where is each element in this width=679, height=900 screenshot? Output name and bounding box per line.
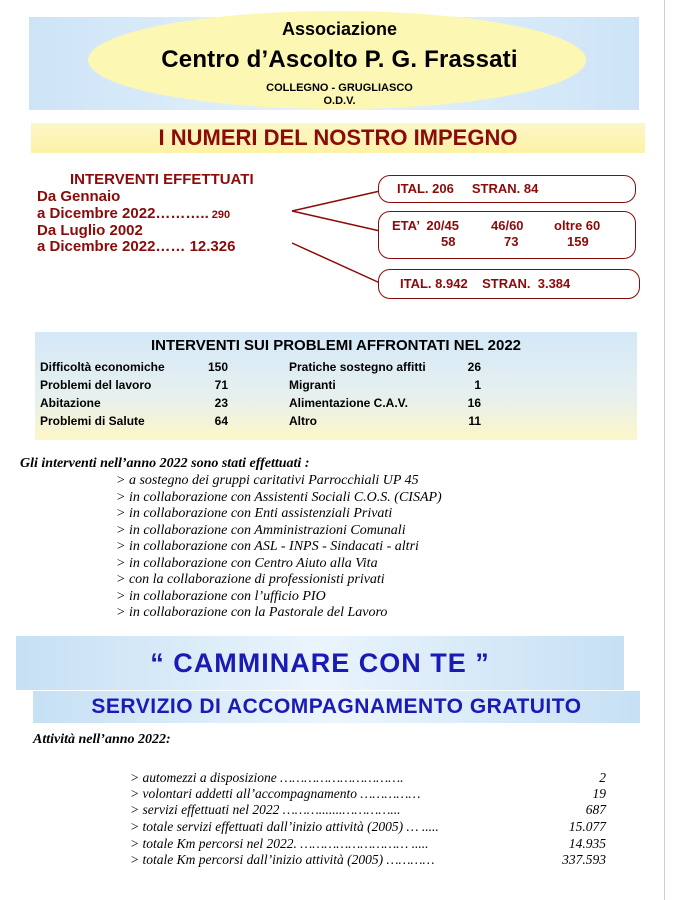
attivita-row-value: 14.935 [568,836,606,851]
attivita-row-value: 337.593 [562,852,606,867]
header-association-label: Associazione [281,19,398,39]
problem-value: 150 [207,360,228,374]
problem-label: Alimentazione C.A.V. [289,396,408,410]
attivita-title: Attività nell’anno 2022: [33,732,171,747]
interventi-title: INTERVENTI EFFETTUATI [70,171,254,188]
interventi-period-1-start: Da Gennaio [37,188,121,205]
attivita-row-label: > servizi effettuati nel 2022 ……….......…………... [130,802,401,817]
collaborazione-item: > in collaborazione con Assistenti Sociali C.O.S. (CISAP) [116,490,442,505]
collaborazione-item: > in collaborazione con l’ufficio PIO [116,589,326,604]
problem-value: 1 [474,378,481,392]
age-group-value-2: 73 [504,234,519,249]
callout-age-groups [378,211,636,259]
interventi-period-1-value: 290 [208,209,231,221]
age-group-value-3: 159 [567,234,589,249]
problem-label: Problemi di Salute [40,414,145,428]
attivita-row-value: 15.077 [568,819,606,834]
problem-label: Altro [289,414,317,428]
attivita-row-label: > automezzi a disposizione …………………………. [130,770,404,785]
problem-value: 11 [468,414,481,428]
attivita-row-value: 19 [592,786,606,801]
attivita-row-label: > totale Km percorsi dall’inizio attività (2005) ………… [130,852,435,867]
problem-label: Difficoltà economiche [40,360,165,374]
problem-value: 23 [214,396,228,410]
collaborazioni-intro: Gli interventi nell’anno 2022 sono stati effettuati : [20,456,310,471]
camminare-title: “ CAMMINARE CON TE ” [150,648,490,678]
problem-value: 71 [214,378,228,392]
attivita-row-value: 2 [599,770,606,785]
problem-value: 64 [214,414,228,428]
age-group-value-1: 58 [441,234,456,249]
collaborazione-item: > a sostegno dei gruppi caritativi Parrocchiali UP 45 [116,473,419,488]
servizio-title: SERVIZIO DI ACCOMPAGNAMENTO GRATUITO [91,695,582,718]
problemi-title: INTERVENTI SUI PROBLEMI AFFRONTATI NEL 2022 [150,337,522,354]
callout-nationality-2022 [378,175,636,203]
attivita-row-label: > totale Km percorsi nel 2022. ……………………… ..... [130,836,429,851]
callout-nationality-total-text: ITAL. 8.942 STRAN. 3.384 [400,276,571,291]
problem-label: Problemi del lavoro [40,378,152,392]
header-location: COLLEGNO - GRUGLIASCO [266,82,413,94]
problem-value: 26 [467,360,481,374]
problem-label: Pratiche sostegno affitti [289,360,426,374]
attivita-row-label: > totale servizi effettuati dall’inizio attività (2005) … ..... [130,819,439,834]
header-odv: O.D.V. [323,95,356,107]
interventi-period-1-label: a Dicembre 2022……….. [37,205,209,222]
callout-nationality-2022-text: ITAL. 206 STRAN. 84 [397,181,539,196]
attivita-row-value: 687 [585,802,606,817]
interventi-period-2-end: a Dicembre 2022…… 12.326 [37,238,236,255]
problem-value: 16 [467,396,481,410]
collaborazione-item: > in collaborazione con Amministrazioni Comunali [116,523,406,538]
callout-nationality-total [378,269,640,299]
age-group-head-2: 46/60 [491,218,524,233]
attivita-row-label: > volontari addetti all’accompagnamento …………… [130,786,421,801]
collaborazione-item: > con la collaborazione di professionisti privati [116,572,385,587]
collaborazione-item: > in collaborazione con la Pastorale del Lavoro [116,605,388,620]
header-organization-name: Centro d’Ascolto P. G. Frassati [161,46,518,73]
age-group-head-3: oltre 60 [554,218,601,233]
age-group-head-1: ETA’ 20/45 [392,218,459,233]
interventi-period-2-start: Da Luglio 2002 [37,222,143,239]
collaborazione-item: > in collaborazione con Enti assistenziali Privati [116,506,393,521]
problem-label: Abitazione [40,396,101,410]
page-title: I NUMERI DEL NOSTRO IMPEGNO [158,125,518,150]
problem-label: Migranti [289,378,336,392]
collaborazione-item: > in collaborazione con Centro Aiuto alla Vita [116,556,378,571]
collaborazione-item: > in collaborazione con ASL - INPS - Sindacati - altri [116,539,419,554]
